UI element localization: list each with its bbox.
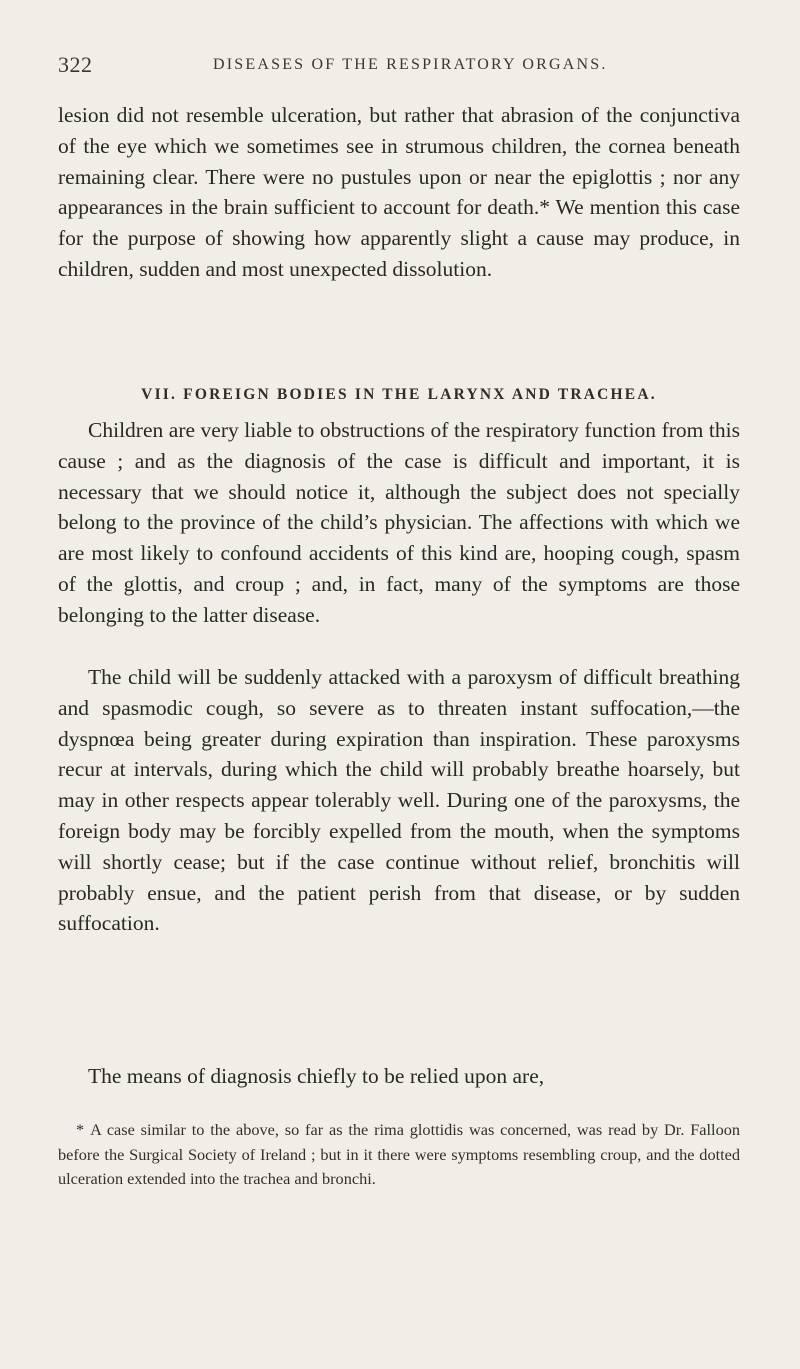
- page-number: 322: [58, 52, 93, 77]
- paragraph-symptoms: The child will be suddenly attacked with a paroxysm of difficult breathing and spasmodic cough, so severe as to threaten instant suffocation,—the dyspnœa being greater during expiration than inspiration. These paroxysms recur at intervals, during which the child will probably breathe hoarsely, but may in other respects appear tolerably well. During one of the paroxysms, the foreign body may be forcibly expelled from the mouth, when the symptoms will shortly cease; but if the case continue without relief, bronchitis will probably ensue, and the patient perish from that disease, or by sudden suffocation.: [58, 665, 740, 936]
- paragraph-introduction: Children are very liable to obstructions of the respiratory function from this cause ; and as the diagnosis of the case is difficult and important, it is necessary that we should notice it, although the subject does not specially belong to the province of the child’s physician. The affections with which we are most likely to confound accidents of this kind are, hooping cough, spasm of the glottis, and croup ; and, in fact, many of the symptoms are those belonging to the latter disease.: [58, 418, 740, 627]
- paragraph-diagnosis: The means of diagnosis chiefly to be relied upon are,: [88, 1064, 545, 1088]
- footnote: [58, 1118, 740, 1192]
- page-header: [58, 52, 740, 82]
- footnote-mark: *: [76, 1120, 85, 1139]
- section-heading: VII. FOREIGN BODIES IN THE LARYNX AND TRACHEA.: [141, 386, 657, 403]
- footnote-text: A case similar to the above, so far as the rima glottidis was concerned, was read by Dr. Falloon before the Surgical Society of Ireland ; but in it there were symptoms resembling croup, and the dotted ulceration extended into the trachea and bronchi.: [58, 1120, 740, 1188]
- running-head: DISEASES OF THE RESPIRATORY ORGANS.: [213, 56, 608, 73]
- paragraph-continued: lesion did not resemble ulceration, but rather that abrasion of the conjunctiva of the eye which we sometimes see in strumous children, the cornea beneath remaining clear. There were no pustules upon or near the epiglottis ; nor any appearances in the brain sufficient to account for death.* We mention this case for the purpose of showing how apparently slight a cause may produce, in children, sudden and most unexpected dissolution.: [58, 103, 740, 281]
